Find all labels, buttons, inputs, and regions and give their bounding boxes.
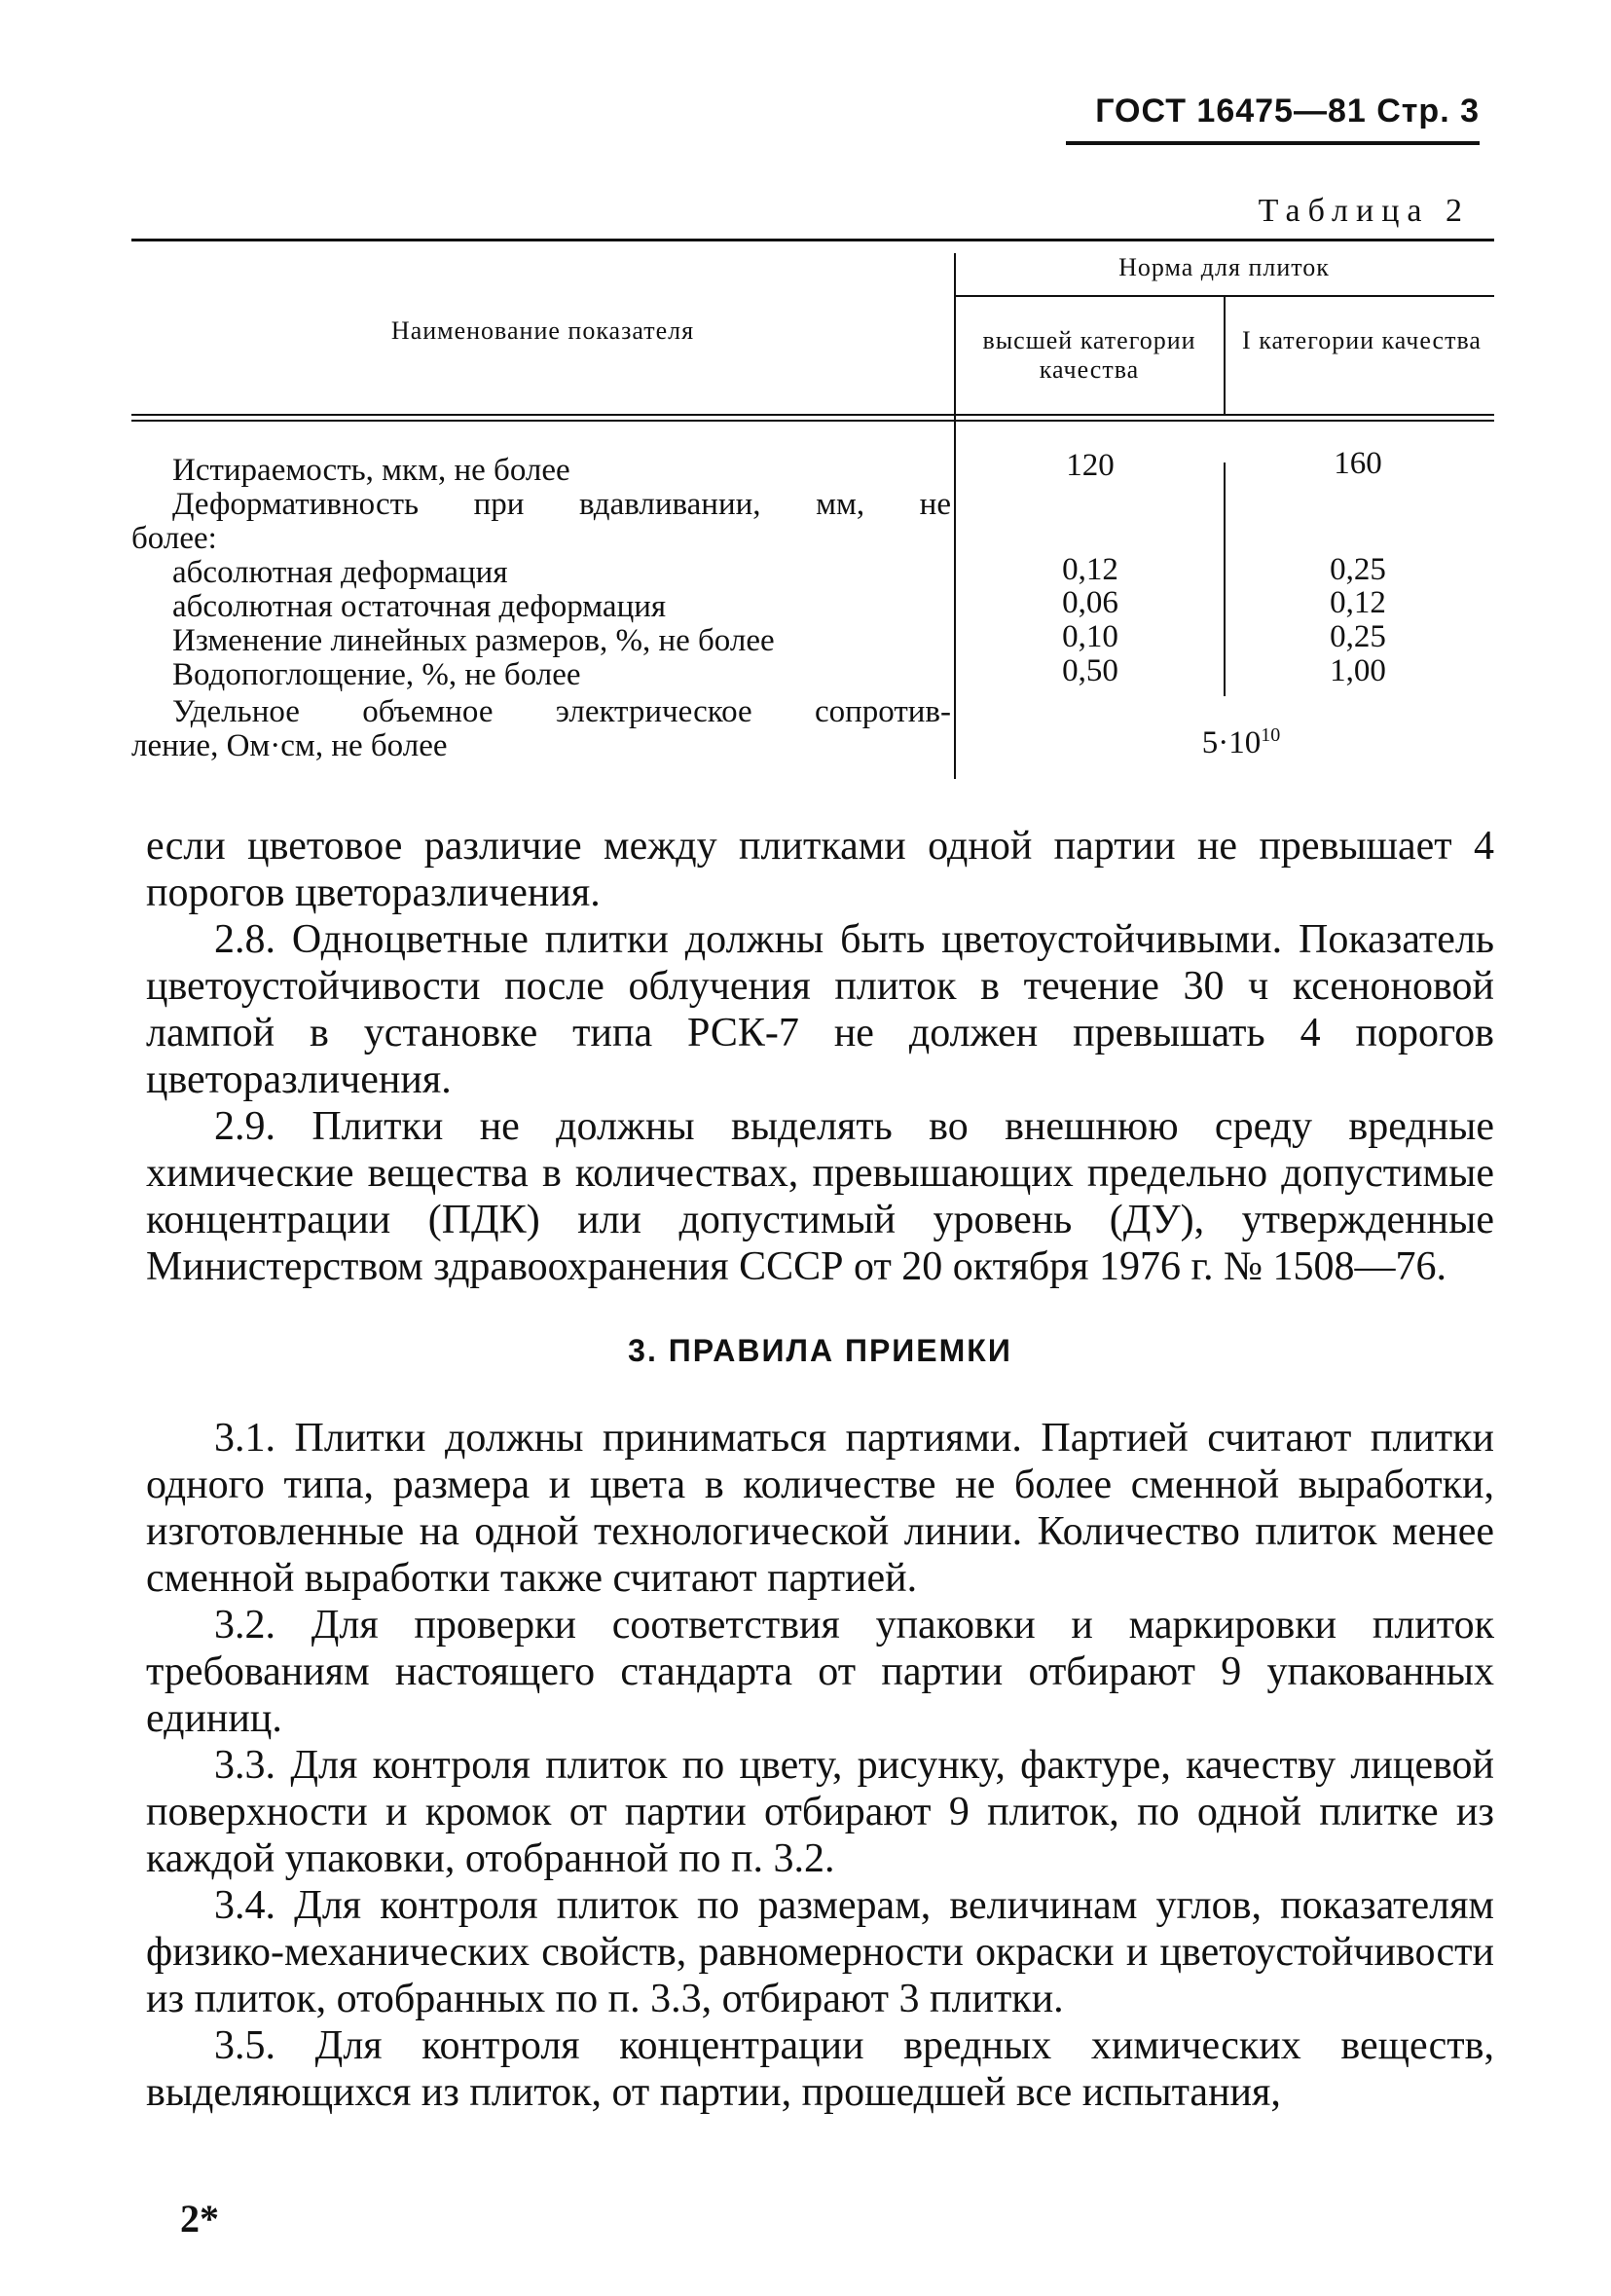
paragraph-2-8: 2.8. Одноцветные плитки должны быть цветоустойчивыми. Показатель цветоустойчивости после облучения плиток в течение 30 ч ксеноновой лампой в установке типа РСК-7 не должен превышать 4 порогов цветоразличения. <box>146 917 1494 1102</box>
row-value-first: 0,25 <box>1330 552 1386 587</box>
col-header-highest: высшей категории качества <box>982 326 1196 384</box>
row-label: Деформативность при вдавливании, мм, не <box>172 487 951 522</box>
col-group-header: Норма для плиток <box>1118 253 1330 281</box>
row-label: более: <box>131 521 217 556</box>
col-header-first: I категории качества <box>1242 326 1482 354</box>
col-divider-2 <box>1224 297 1226 416</box>
paragraph-continuation: если цветовое различие между плитками одной партии не превышает 4 порогов цветоразличения. <box>146 824 1494 915</box>
row-label: ление, Ом·см, не более <box>131 728 448 763</box>
row-value-merged <box>1124 725 1358 760</box>
table-caption: Таблица 2 <box>1258 193 1470 229</box>
header-bottom-rule-2 <box>131 420 1494 422</box>
paragraph-3-5: 3.5. Для контроля концентрации вредных химических веществ, выделяющихся из плиток, от партии, прошедшей все испытания, <box>146 2023 1494 2115</box>
row-value-first: 0,25 <box>1330 619 1386 654</box>
row-value-first: 160 <box>1334 446 1382 481</box>
paragraph-3-3: 3.3. Для контроля плиток по цвету, рисунку, фактуре, качеству лицевой поверхности и кромок от партии отбирают 9 плиток, по одной плитке из каждой упаковки, отобранной по п. 3.2. <box>146 1743 1494 1881</box>
row-label: Водопоглощение, %, не более <box>172 657 581 692</box>
merged-value-exponent: 10 <box>1261 724 1281 746</box>
page-header: ГОСТ 16475—81 Стр. 3 <box>1095 93 1480 130</box>
col-divider-1 <box>954 253 956 779</box>
header-rule <box>1066 141 1480 145</box>
paragraph-3-4: 3.4. Для контроля плиток по размерам, величинам углов, показателям физико-механических свойств, равномерности окраски и цветоустойчивости из плиток, отобранных по п. 3.3, отбирают 3 плитки. <box>146 1883 1494 2021</box>
row-value-highest: 0,06 <box>1062 585 1118 620</box>
row-value-highest: 0,50 <box>1062 653 1118 688</box>
row-value-highest: 0,10 <box>1062 619 1118 654</box>
row-label: Изменение линейных размеров, %, не более <box>172 623 775 658</box>
paragraph-2-9: 2.9. Плитки не должны выделять во внешнюю среду вредные химические вещества в количествах, превышающих предельно допустимые концентрации (ПДК) или допустимый уровень (ДУ), утвержденные Министерством здравоохранения СССР от 20 октября 1976 г. № 1508—76. <box>146 1104 1494 1289</box>
row-label: абсолютная остаточная деформация <box>172 589 667 624</box>
row-label: Истираемость, мкм, не более <box>172 453 570 488</box>
norms-table <box>131 239 1494 784</box>
merged-value-base: 5·10 <box>1201 725 1262 760</box>
row-value-first: 1,00 <box>1330 653 1386 688</box>
section-title: 3. ПРАВИЛА ПРИЕМКИ <box>628 1333 1012 1368</box>
row-value-highest: 120 <box>1066 448 1115 483</box>
col-divider-2-body <box>1224 463 1226 696</box>
row-label: абсолютная деформация <box>172 555 508 590</box>
table-top-rule <box>131 239 1494 241</box>
paragraph-3-2: 3.2. Для проверки соответствия упаковки и маркировки плиток требованиям настоящего стандарта от партии отбирают 9 упакованных единиц. <box>146 1603 1494 1741</box>
header-bottom-rule <box>131 414 1494 416</box>
row-value-first: 0,12 <box>1330 585 1386 620</box>
col-header-name: Наименование показателя <box>390 316 695 345</box>
body-text <box>146 823 1494 2116</box>
row-label: Удельное объемное электрическое сопротив- <box>172 694 951 729</box>
row-value-highest: 0,12 <box>1062 552 1118 587</box>
paragraph-3-1: 3.1. Плитки должны приниматься партиями. Партией считают плитки одного типа, размера и цвета в количестве не более сменной выработки, изготовленные на одной технологической линии. Количество плиток менее сменной выработки также считают партией. <box>146 1416 1494 1601</box>
signature-mark: 2* <box>180 2197 219 2240</box>
